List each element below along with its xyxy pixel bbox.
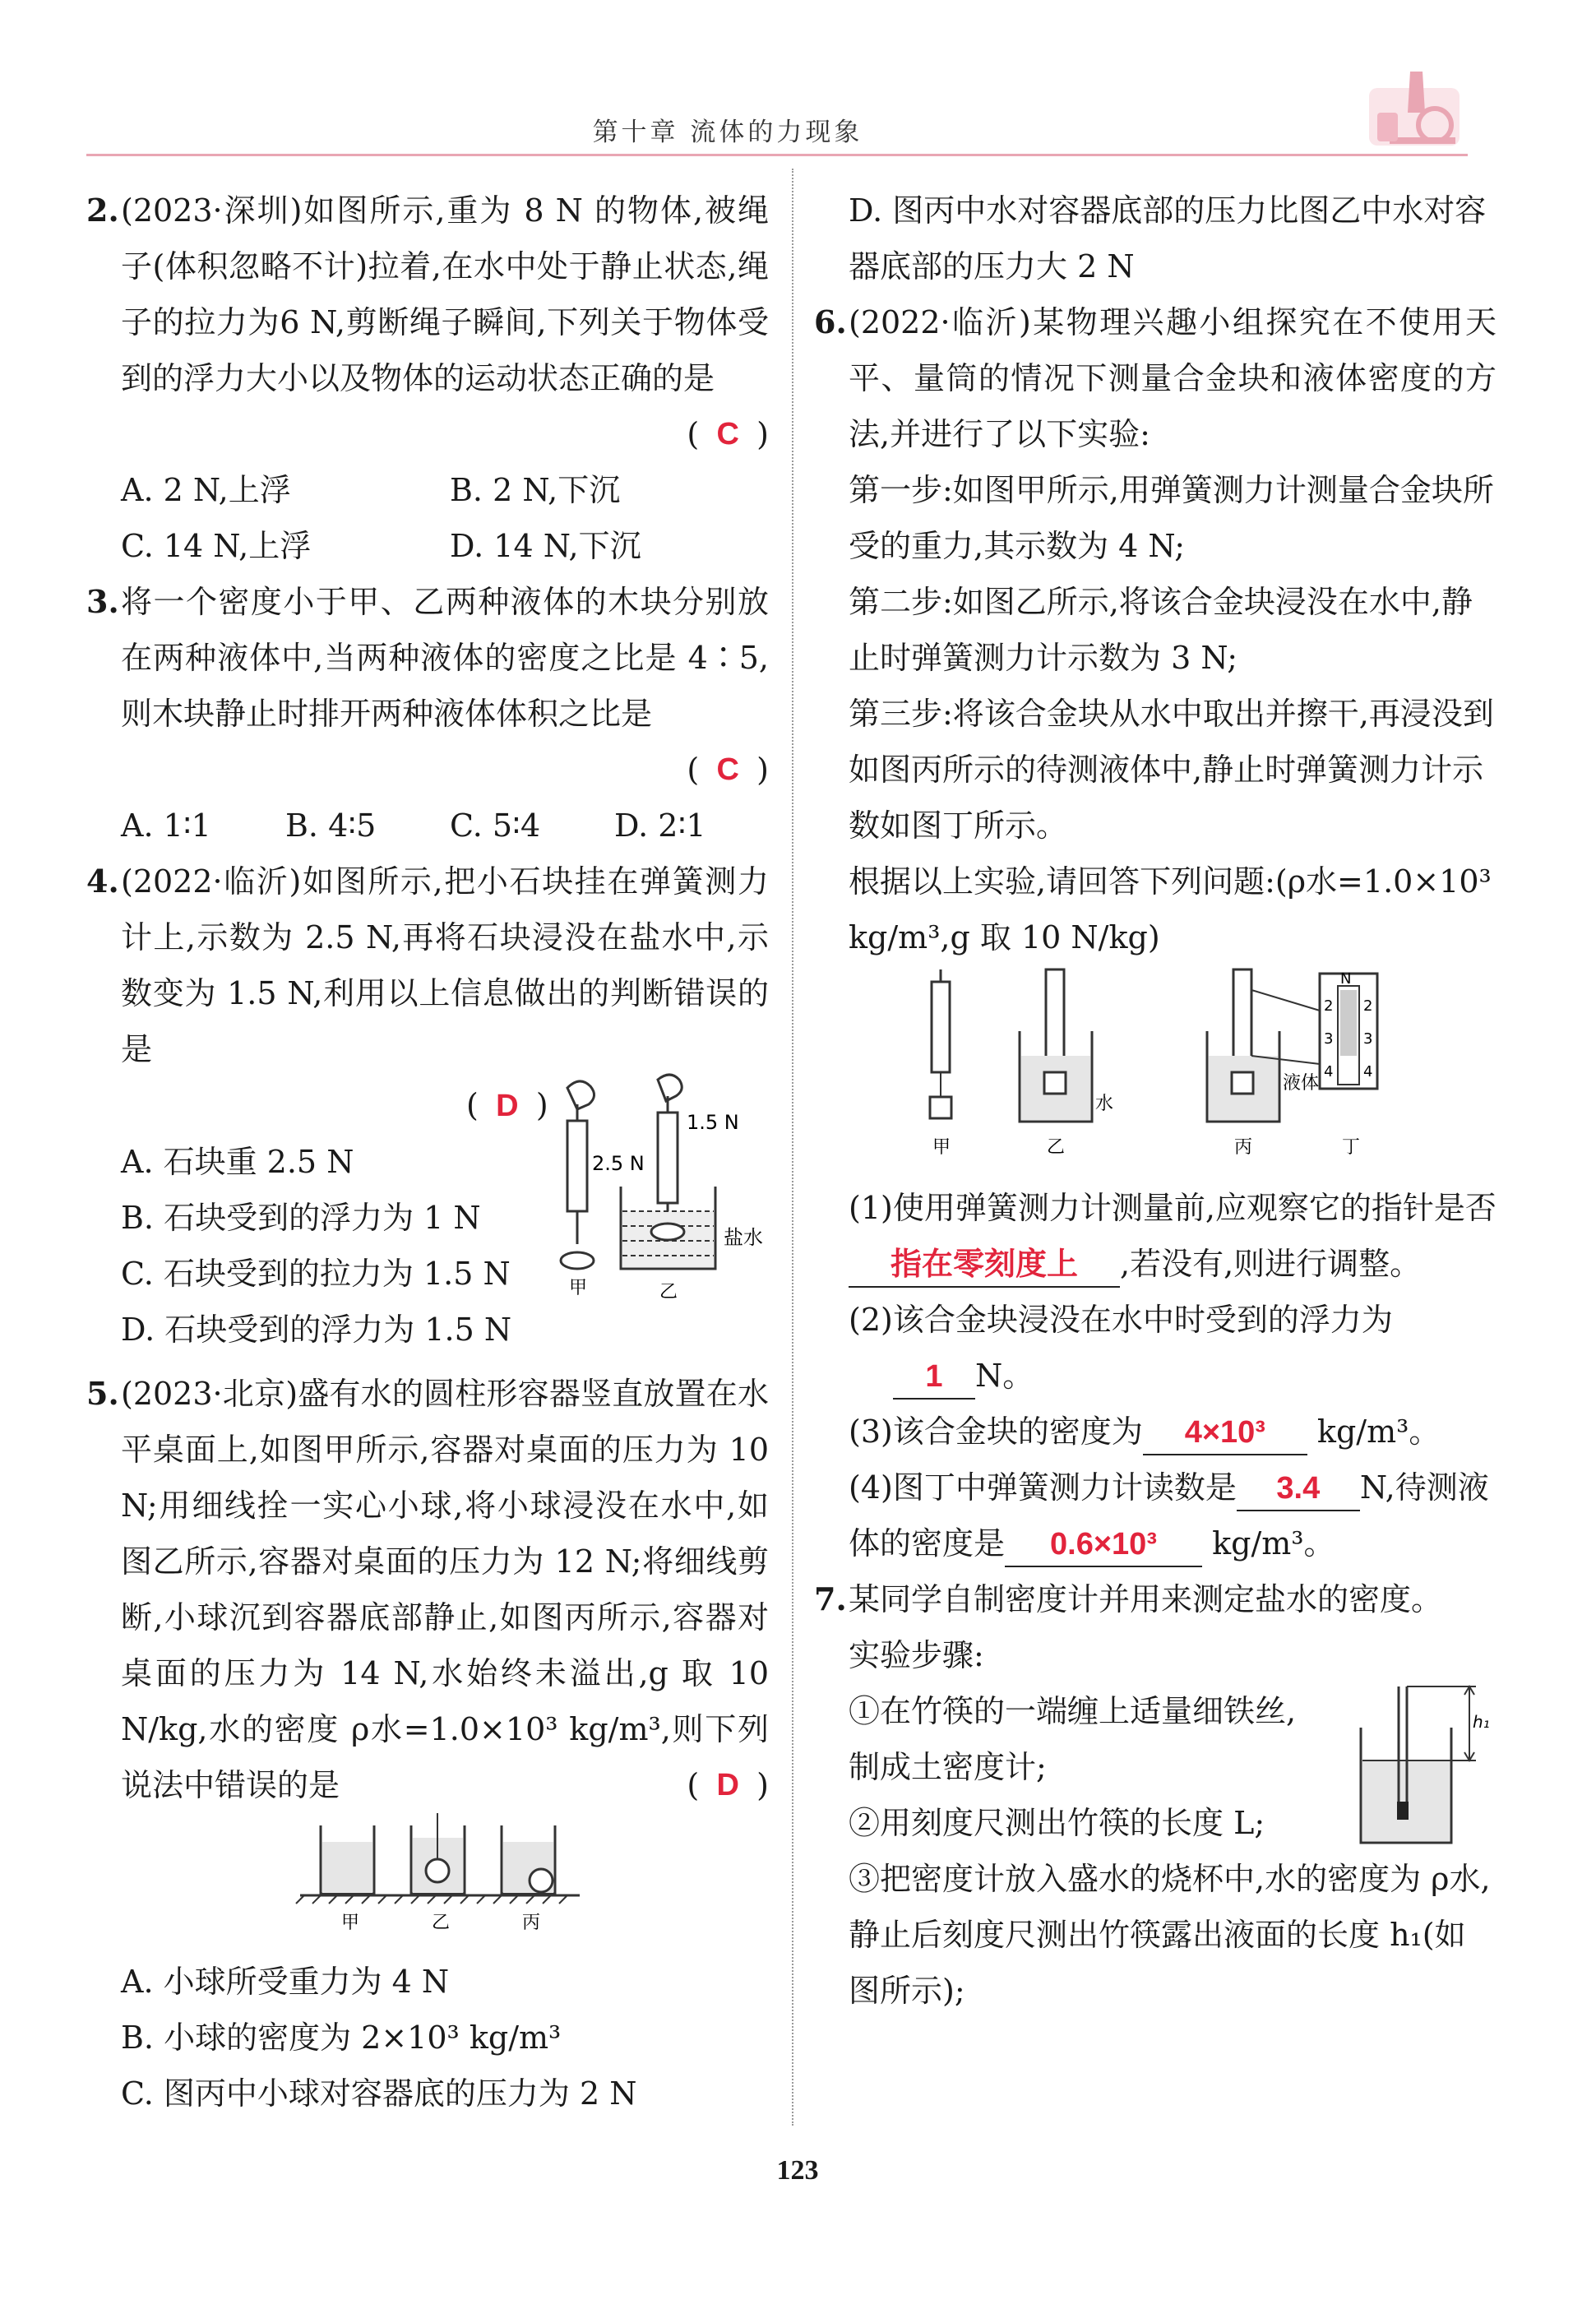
question-text: (2023·北京)盛有水的圆柱形容器竖直放置在水平桌面上,如图甲所示,容器对桌面的压力为 10 N;用细线拴一实心小球,将小球浸没在水中,如图乙所示,容器对桌面的压力为 12 N;将细线剪断,小球沉到容器底部静止,如图丙所示,容器对桌面的压力为 14 N,水始终未溢出,g 取 10 N/kg,水的密度 ρ水=1.0×10³ kg/m³,则下列说法中错误的是 [121,1376,769,1803]
question-number: 3. [86,583,119,620]
question-text: (2022·临沂)如图所示,把小石块挂在弹簧测力计上,示数为 2.5 N,再将石块浸没在盐水中,示数变为 1.5 N,利用以上信息做出的判断错误的是 [121,863,769,1067]
answer: C [716,752,739,787]
option-b: B. 2 N,下沉 [450,472,621,508]
option-a: A. 小球所受重力为 4 N [121,1964,450,2000]
question-3 [86,574,769,854]
svg-text:3: 3 [1363,1030,1373,1048]
option-a: A. 石块重 2.5 N [121,1144,354,1180]
unit-label: N [1340,970,1352,988]
spring-scale-figure [534,1071,781,1310]
question-7 [814,1571,1497,2019]
caption-b: 乙 [659,1282,678,1302]
option-c: C. 5∶4 [450,807,541,844]
caption-a: 甲 [569,1278,588,1298]
question-number: 6. [814,303,847,340]
sub-question-2: (2)该合金块浸没在水中时受到的浮力为 1 N。 [814,1292,1497,1404]
option-d: D. 石块受到的浮力为 1.5 N [121,1312,512,1348]
answer-blank: 3.4 [1237,1467,1360,1511]
caption-a: 甲 [341,1913,360,1933]
question-text: (2023·深圳)如图所示,重为 8 N 的物体,被绳子(体积忽略不计)拉着,在水中处于静止状态,绳子的拉力为6 N,剪断绳子瞬间,下列关于物体受到的浮力大小以及物体的运动状态正确的是 [121,192,769,396]
reading-b: 1.5 N [687,1111,739,1134]
right-column [814,183,1497,2019]
page-header [86,103,1468,156]
sub-question-1: (1)使用弹簧测力计测量前,应观察它的指针是否指在零刻度上 ,若没有,则进行调整。 [814,1180,1497,1292]
alloy-experiment-figure [814,965,1497,1163]
step-2: ②用刻度尺测出竹筷的长度 L; [849,1805,1265,1841]
liquid-label: 盐水 [724,1226,763,1249]
steps-title: 实验步骤: [849,1637,984,1673]
h1-label: h₁ [1473,1712,1490,1732]
option-b: B. 石块受到的浮力为 1 N [121,1200,481,1236]
question-text: 将一个密度小于甲、乙两种液体的木块分别放在两种液体中,当两种液体的密度之比是 4∶5,则木块静止时排开两种液体体积之比是 [121,584,769,732]
caption-b: 乙 [432,1913,451,1933]
question-5 [86,1366,769,2121]
caption-d: 丁 [1342,1137,1361,1158]
microscope-icon [1353,55,1468,154]
caption-b: 乙 [1047,1137,1066,1158]
option-d: D. 2∶1 [614,807,706,844]
answer: D [716,1768,739,1802]
caption-c: 丙 [1234,1137,1253,1158]
options [86,462,769,574]
answer-paren-row: ( D ) [86,1077,769,1134]
question-number: 7. [814,1580,847,1617]
tick-2: 2 [1324,997,1334,1015]
answer-blank: 指在零刻度上 [849,1243,1120,1288]
question-text: 某同学自制密度计并用来测定盐水的密度。 [849,1581,1443,1617]
step-3: 第三步:将该合金块从水中取出并擦干,再浸没到如图丙所示的待测液体中,静止时弹簧测力计示数如图丁所示。 [849,696,1494,844]
column-divider [792,169,793,2126]
sub-question-4: (4)图丁中弹簧测力计读数是 3.4 N,待测液体的密度是 0.6×10³ kg/m³。 [814,1460,1497,1571]
question-intro: (2022·临沂)某物理兴趣小组探究在不使用天平、量筒的情况下测量合金块和液体密度的方法,并进行了以下实验: [849,304,1497,452]
option-a: A. 1∶1 [121,807,211,844]
answer-blank: 1 [893,1355,975,1400]
option-b: B. 4∶5 [285,807,377,844]
caption-a: 甲 [932,1137,951,1158]
svg-text:2: 2 [1363,997,1373,1015]
answer: D [496,1089,519,1123]
step-1: ①在竹筷的一端缠上适量细铁丝,制成土密度计; [849,1693,1297,1785]
reading-a: 2.5 N [592,1152,645,1175]
option-d: D. 14 N,下沉 [450,528,641,564]
option-c: C. 14 N,上浮 [121,528,312,564]
step-1: 第一步:如图甲所示,用弹簧测力计测量合金块所受的重力,其示数为 4 N; [849,472,1494,564]
prompt: 根据以上实验,请回答下列问题:(ρ水=1.0×10³ kg/m³,g 取 10 N/kg) [849,863,1492,955]
question-number: 4. [86,863,119,900]
question-number: 2. [86,192,119,229]
answer-paren: ( C ) [86,406,769,462]
hydrometer-figure [1353,1678,1492,1851]
question-6 [814,294,1497,1571]
option-b: B. 小球的密度为 2×10³ kg/m³ [121,2020,562,2056]
tick-3: 3 [1324,1030,1334,1048]
question-4 [86,854,769,1358]
question-number: 5. [86,1375,119,1412]
step-2: 第二步:如图乙所示,将该合金块浸没在水中,静止时弹簧测力计示数为 3 N; [849,584,1473,676]
step-3: ③把密度计放入盛水的烧杯中,水的密度为 ρ水,静止后刻度尺测出竹筷露出液面的长度 h₁(如图所示); [849,1861,1491,2009]
answer-paren: ( D ) [86,1757,769,1813]
svg-text:4: 4 [1363,1063,1373,1080]
sub-question-3: (3)该合金块的密度为 4×10³ kg/m³。 [814,1404,1497,1460]
option-c: C. 图丙中小球对容器底的压力为 2 N [121,2075,637,2112]
page-number: 123 [776,2155,819,2186]
q5-option-d: D. 图丙中水对容器底部的压力比图乙中水对容器底部的压力大 2 N [849,192,1487,285]
answer-blank-2: 0.6×10³ [1005,1523,1202,1567]
answer-paren: ( C ) [86,742,769,798]
caption-c: 丙 [522,1913,541,1933]
answer: C [716,417,739,451]
containers-figure [86,1813,769,1936]
question-2 [86,183,769,574]
option-a: A. 2 N,上浮 [121,472,291,508]
answer-blank: 4×10³ [1143,1411,1307,1455]
option-c: C. 石块受到的拉力为 1.5 N [121,1256,511,1292]
chapter-title: 第十章 流体的力现象 [592,118,863,147]
liquid-label: 液体 [1283,1073,1320,1094]
tick-4: 4 [1324,1063,1334,1080]
water-label: 水 [1095,1094,1114,1114]
options [86,798,769,854]
left-column [86,183,769,2121]
